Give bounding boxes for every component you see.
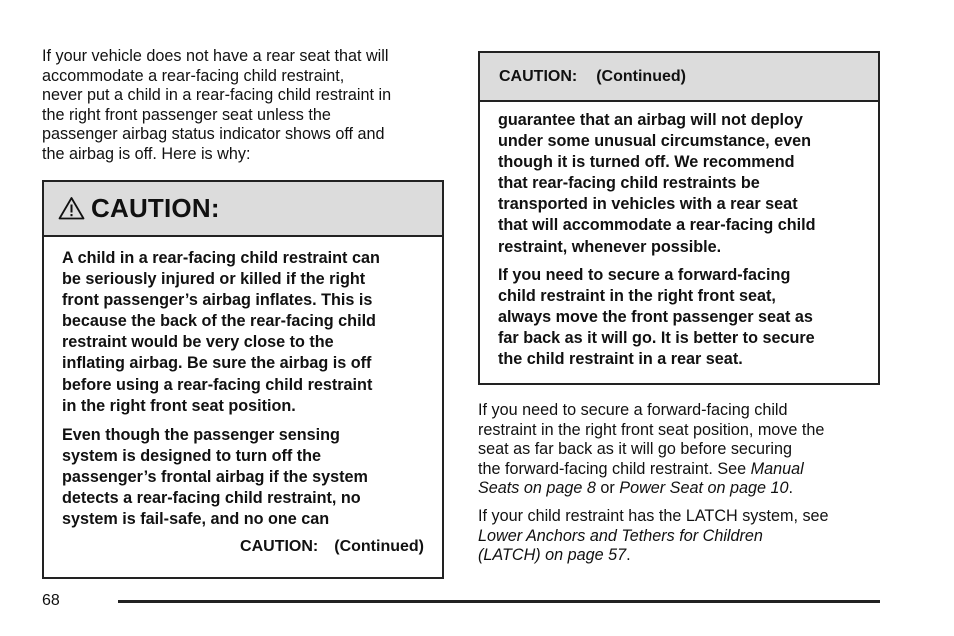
latch-link[interactable]: Lower Anchors and Tethers for Children — [478, 526, 763, 545]
intro-paragraph — [42, 47, 391, 164]
text-line: always move the front passenger seat as — [498, 307, 813, 326]
text-line: seat as far back as it will go before securing — [478, 440, 793, 458]
text-line: restraint would be very close to the — [62, 333, 334, 352]
text-line: If your vehicle does not have a rear seat that will — [42, 47, 389, 65]
continued-suffix-text: (Continued) — [334, 538, 424, 555]
text-line: be seriously injured or killed if the right — [62, 270, 366, 289]
page-number: 68 — [42, 592, 60, 609]
caution-body — [480, 102, 878, 370]
text-line: far back as it will go. It is better to secure — [498, 328, 815, 347]
caution-box — [42, 180, 444, 579]
text-fragment: the forward-facing child restraint. See — [478, 459, 751, 478]
text-line: passenger’s frontal airbag if the system — [62, 467, 368, 486]
text-line: If your child restraint has the LATCH system, see — [478, 507, 829, 525]
caution-title: CAUTION: — [91, 193, 220, 223]
text-line: the right front passenger seat unless the — [42, 105, 331, 124]
caution-box-continued — [478, 51, 880, 385]
caution-header-label: CAUTION: — [499, 67, 578, 85]
text-line — [478, 546, 829, 566]
text-line: Even though the passenger sensing — [62, 425, 340, 444]
text-line: in the right front seat position. — [62, 396, 296, 415]
caution-paragraph — [498, 110, 860, 258]
latch-paragraph — [478, 507, 829, 566]
text-line: guarantee that an airbag will not deploy — [498, 111, 803, 129]
text-line: transported in vehicles with a rear seat — [498, 195, 798, 214]
caution-header-suffix: (Continued) — [596, 67, 686, 85]
caution-header — [480, 53, 878, 102]
text-line: because the back of the rear-facing child — [62, 312, 376, 331]
text-line — [478, 479, 824, 499]
text-line: before using a rear-facing child restraint — [62, 375, 373, 394]
text-line: If you need to secure a forward-facing child — [478, 401, 788, 419]
power-seat-link[interactable]: Power Seat on page 10 — [619, 479, 789, 497]
text-line: system is designed to turn off the — [62, 446, 322, 465]
text-line: front passenger’s airbag inflates. This is — [62, 291, 373, 310]
forward-facing-paragraph — [478, 401, 824, 499]
text-line: never put a child in a rear-facing child restraint in — [42, 86, 392, 104]
text-line: restraint in the right front seat position, move the — [478, 420, 825, 439]
text-line: the airbag is off. Here is why: — [42, 144, 251, 163]
caution-paragraph — [62, 248, 424, 417]
text-line: inflating airbag. Be sure the airbag is off — [62, 354, 372, 373]
text-line: that will accommodate a rear-facing child — [498, 216, 816, 235]
continued-label — [240, 538, 424, 556]
text-fragment: . — [626, 546, 631, 564]
caution-paragraph — [498, 265, 860, 370]
footer-rule — [118, 600, 880, 603]
text-line — [478, 460, 824, 480]
text-line: that rear-facing child restraints be — [498, 174, 760, 193]
caution-body — [44, 237, 442, 530]
text-line: If you need to secure a forward-facing — [498, 265, 791, 284]
text-line: system is fail-safe, and no one can — [62, 510, 330, 529]
manual-seats-link[interactable]: Manual — [750, 459, 804, 478]
text-line: detects a rear-facing child restraint, no — [62, 489, 361, 508]
caution-header — [44, 182, 442, 237]
text-fragment: . — [788, 479, 793, 497]
manual-seats-link[interactable]: Seats on page 8 — [478, 479, 596, 497]
text-line: under some unusual circumstance, even — [498, 132, 812, 151]
latch-link[interactable]: (LATCH) on page 57 — [478, 546, 627, 564]
text-line: accommodate a rear-facing child restraint, — [42, 66, 345, 85]
text-line: the child restraint in a rear seat. — [498, 350, 743, 369]
text-line: child restraint in the right front seat, — [498, 286, 776, 305]
text-line: though it is turned off. We recommend — [498, 153, 795, 172]
continued-caution-text: CAUTION: — [240, 538, 319, 555]
warning-triangle-icon — [58, 196, 85, 220]
text-line: A child in a rear-facing child restraint can — [62, 249, 380, 267]
text-fragment: or — [595, 479, 620, 497]
text-line: restraint, whenever possible. — [498, 237, 722, 256]
text-line: passenger airbag status indicator shows off and — [42, 125, 385, 143]
caution-paragraph — [62, 425, 424, 530]
